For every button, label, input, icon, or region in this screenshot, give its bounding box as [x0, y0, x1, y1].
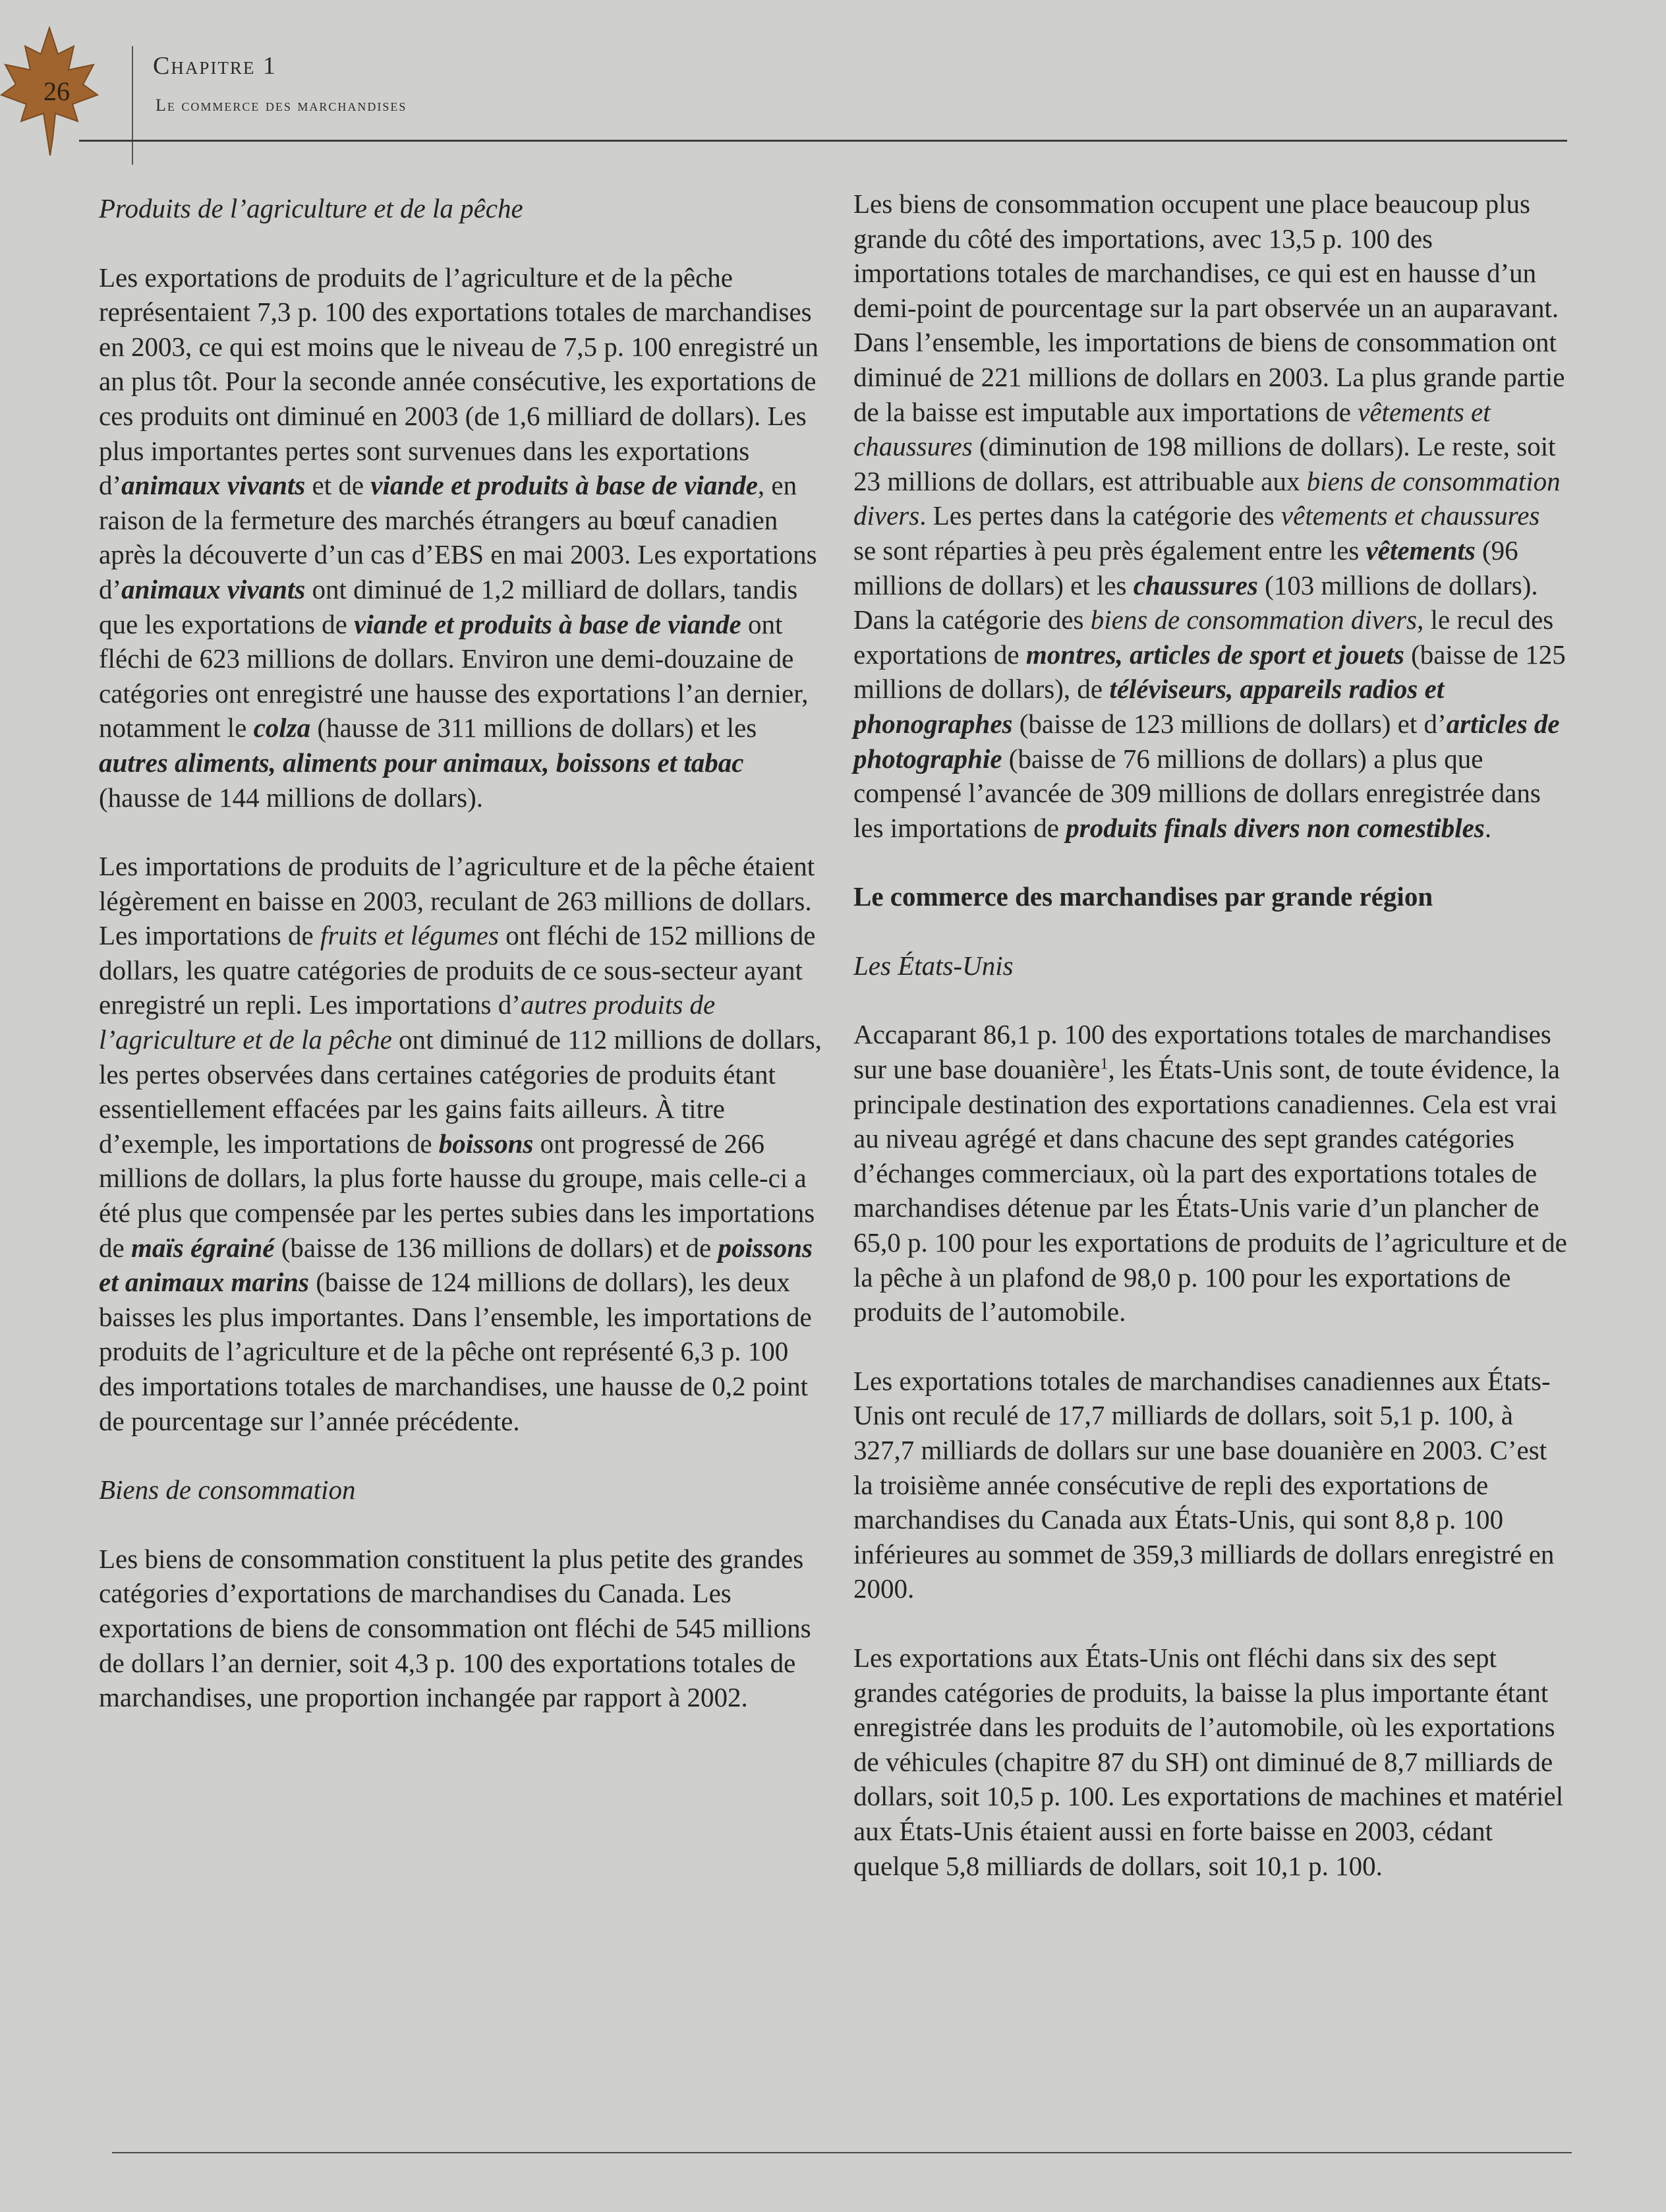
chapter-subtitle: Le commerce des marchandises: [156, 96, 407, 115]
text-run: Accaparant 86,1 p. 100 des exportations totales de marchandises sur une base douanière: [853, 1019, 1551, 1085]
text-run: (baisse de 123 millions de dollars) et d’: [1012, 708, 1447, 739]
emphasis-bold: maïs égrainé: [130, 1232, 275, 1263]
text-run: ont diminué de 1,2 milliard de dollars, tandis que les exportations de: [99, 573, 798, 639]
footnote-ref: 1: [1100, 1055, 1108, 1073]
paragraph: [853, 1017, 1568, 1329]
emphasis-bold: viande et produits à base de viande: [354, 608, 741, 639]
section-heading-consumer-goods: Biens de consommation: [99, 1474, 356, 1505]
emphasis-bold: vêtements: [1365, 535, 1476, 566]
emphasis-bold: viande et produits à base de viande: [370, 470, 758, 501]
emphasis-bold: autres aliments, aliments pour animaux, boissons et tabac: [99, 747, 744, 778]
text-run: Les importations de produits de l’agriculture et de la pêche étaient légèrement en baisse en 2003, reculant de 263 millions de dollars. Les importations de: [99, 851, 815, 951]
text-run: , les États-Unis sont, de toute évidence, la principale destination des exportations canadiennes. Cela est vrai au niveau agrégé et dans chacune des sept grandes catégories d’échanges commerciaux, où la part des exportations totales de marchandises détenue par les États-Unis varie d’un plancher de 65,0 p. 100 pour les exportations de produits de l’agriculture et de la pêche à un plafond de 98,0 p. 100 pour les exportations de produits de l’automobile.: [853, 1054, 1567, 1327]
text-run: (diminution de 198 millions de dollars). Le reste, soit 23 millions de dollars, est attribuable aux: [853, 431, 1556, 496]
header-divider: [132, 46, 133, 165]
text-run: (96 millions de dollars) et les: [853, 535, 1518, 600]
paragraph: [853, 187, 1568, 845]
emphasis-italic: vêtements et chaussures: [1280, 500, 1540, 531]
header-rule: [79, 140, 1567, 142]
right-column: [853, 187, 1568, 1917]
emphasis-italic: biens de consommation divers: [1090, 604, 1418, 635]
text-run: ont fléchi de 152 millions de dollars, les quatre catégories de produits de ce sous-secteur ayant enregistré un repli. Les importations d’: [99, 920, 816, 1020]
text-run: (103 millions de dollars). Dans la catégorie des: [853, 569, 1538, 635]
text-run: , en raison de la fermeture des marchés étrangers au bœuf canadien après la découverte d’un cas d’EBS en mai 2003. Les exportations d’: [99, 470, 817, 604]
paragraph: [99, 1542, 824, 1715]
left-column: [99, 191, 824, 1749]
emphasis-bold: montres, articles de sport et jouets: [1025, 639, 1404, 670]
paragraph: [853, 1641, 1568, 1883]
paragraph: [99, 260, 824, 815]
text-run: , le recul des exportations de: [853, 604, 1554, 670]
text-run: se sont réparties à peu près également entre les: [853, 535, 1366, 566]
text-run: (baisse de 125 millions de dollars), de: [853, 639, 1566, 705]
emphasis-bold: boissons: [438, 1128, 534, 1159]
text-run: Les exportations aux États-Unis ont fléchi dans six des sept grandes catégories de produits, la baisse la plus importante étant enregistrée dans les produits de l’automobile, où les exportations de véhicules (chapitre 87 du SH) ont diminué de 8,7 milliards de dollars, soit 10,5 p. 100. Les exportations de machines et matériel aux États-Unis étaient aussi en forte baisse en 2003, cédant quelque 5,8 milliards de dollars, soit 10,1 p. 100.: [853, 1642, 1564, 1881]
emphasis-italic: vêtements et chaussures: [853, 396, 1491, 462]
section-heading-region: Le commerce des marchandises par grande région: [853, 881, 1433, 912]
text-run: .: [1484, 812, 1492, 843]
text-run: ont fléchi de 623 millions de dollars. Environ une demi-douzaine de catégories ont enregistré une hausse des exportations l’an dernier, notamment le: [99, 608, 809, 743]
section-heading-united-states: Les États-Unis: [853, 950, 1014, 981]
paragraph: [99, 849, 824, 1438]
text-run: (baisse de 76 millions de dollars) a plus que compensé l’avancée de 309 millions de dollars enregistrée dans les importations de: [853, 743, 1541, 843]
page-number: 26: [43, 76, 70, 106]
text-run: (baisse de 136 millions de dollars) et de: [274, 1232, 718, 1263]
paragraph: [853, 1364, 1568, 1606]
emphasis-bold: articles de photographie: [853, 708, 1560, 774]
emphasis-bold: colza: [253, 713, 311, 743]
text-run: Les biens de consommation occupent une place beaucoup plus grande du côté des importations, avec 13,5 p. 100 des importations totales de marchandises, ce qui est en hausse d’un demi-point de pourcentage sur la part observée un an auparavant. Dans l’ensemble, les importations de biens de consommation ont diminué de 221 millions de dollars en 2003. La plus grande partie de la baisse est imputable aux importations de: [853, 189, 1565, 427]
text-run: (hausse de 311 millions de dollars) et les: [310, 713, 757, 743]
emphasis-italic: fruits et légumes: [320, 920, 499, 951]
text-run: ont diminué de 112 millions de dollars, les pertes observées dans certaines catégories de produits étant essentiellement effacées par les gains faits ailleurs. À titre d’exemple, les importations de: [99, 1024, 822, 1159]
text-run: Les exportations totales de marchandises canadiennes aux États-Unis ont reculé de 17,7 milliards de dollars, soit 5,1 p. 100, à 327,7 milliards de dollars sur une base douanière en 2003. C’est la troisième année consécutive de repli des exportations de marchandises du Canada aux États-Unis, qui sont 8,8 p. 100 inférieures au sommet de 359,3 milliards de dollars enregistré en 2000.: [853, 1365, 1555, 1604]
text-run: Les biens de consommation constituent la plus petite des grandes catégories d’exportations de marchandises du Canada. Les exportations de biens de consommation ont fléchi de 545 millions de dollars l’an dernier, soit 4,3 p. 100 des exportations totales de marchandises, une proportion inchangée par rapport à 2002.: [99, 1543, 811, 1713]
text-run: (hausse de 144 millions de dollars).: [99, 782, 484, 813]
emphasis-bold: animaux vivants: [121, 470, 306, 501]
emphasis-bold: poissons et animaux marins: [99, 1232, 813, 1298]
emphasis-italic: biens de consommation divers: [853, 465, 1561, 531]
text-run: et de: [305, 470, 371, 501]
chapter-label: Chapitre 1: [153, 52, 277, 80]
text-run: (baisse de 124 millions de dollars), les deux baisses les plus importantes. Dans l’ensemble, les importations de produits de l’agriculture et de la pêche ont représenté 6,3 p. 100 des importations totales de marchandises, une hausse de 0,2 point de pourcentage sur l’année précédente.: [99, 1267, 812, 1436]
text-run: ont progressé de 266 millions de dollars, la plus forte hausse du groupe, mais celle-ci a été plus que compensée par les pertes subies dans les importations de: [99, 1128, 815, 1263]
emphasis-bold: produits finals divers non comestibles: [1066, 812, 1485, 843]
footer-rule: [112, 2152, 1572, 2153]
text-run: . Les pertes dans la catégorie des: [919, 500, 1281, 531]
emphasis-bold: téléviseurs, appareils radios et phonographes: [853, 674, 1445, 739]
emphasis-italic: autres produits de l’agriculture et de la pêche: [99, 989, 716, 1055]
emphasis-bold: chaussures: [1133, 569, 1258, 600]
emphasis-bold: animaux vivants: [121, 573, 306, 604]
section-heading-agriculture: Produits de l’agriculture et de la pêche: [99, 193, 523, 223]
text-run: Les exportations de produits de l’agriculture et de la pêche représentaient 7,3 p. 100 des exportations totales de marchandises en 2003, ce qui est moins que le niveau de 7,5 p. 100 enregistré un an plus tôt. Pour la seconde année consécutive, les exportations de ces produits ont diminué en 2003 (de 1,6 milliard de dollars). Les plus importantes pertes sont survenues dans les exportations d’: [99, 262, 819, 501]
